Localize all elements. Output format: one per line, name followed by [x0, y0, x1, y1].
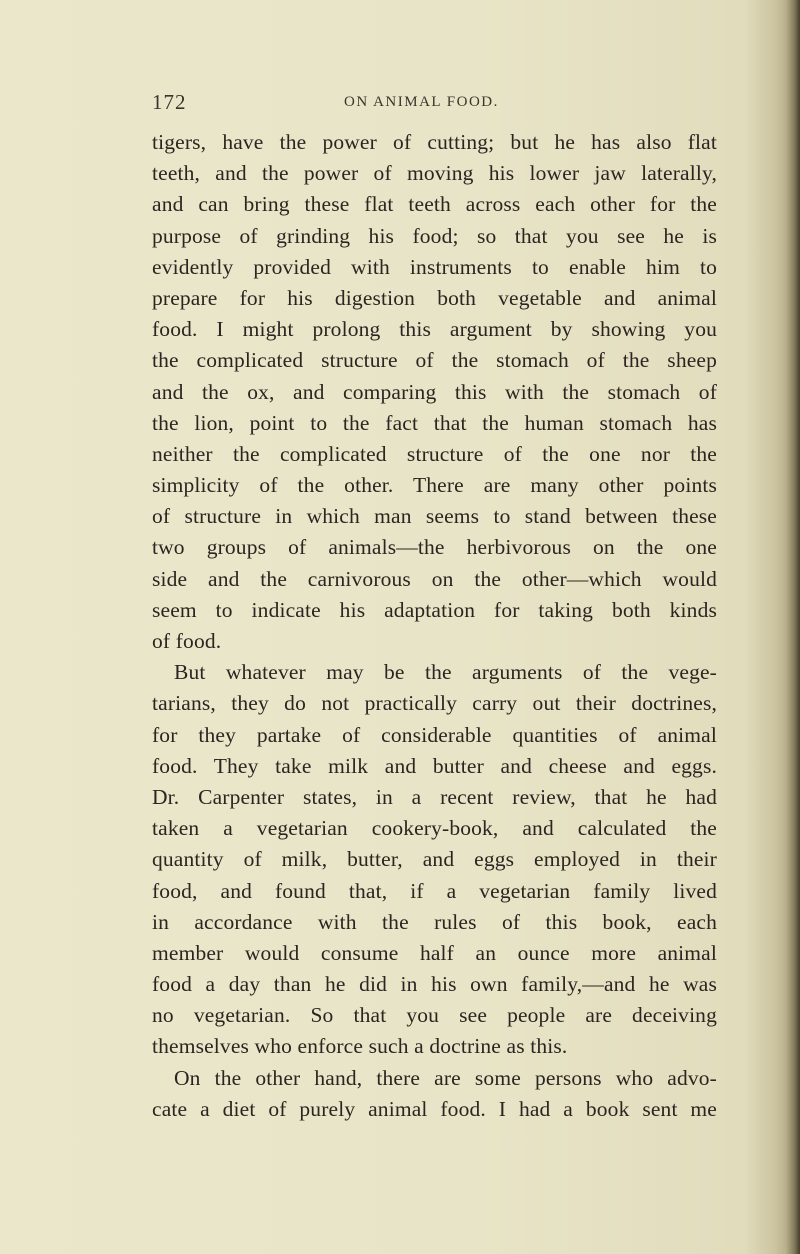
text-line: food. I might prolong this argument by showing you — [152, 317, 717, 342]
paragraph-start-line: On the other hand, there are some persons who advo- — [174, 1065, 717, 1090]
text-line: of structure in which man seems to stand between these — [152, 504, 717, 529]
text-line: seem to indicate his adaptation for taking both kinds — [152, 597, 717, 622]
text-line: and the ox, and comparing this with the stomach of — [152, 379, 717, 404]
text-line: no vegetarian. So that you see people are deceiving — [152, 1003, 717, 1028]
text-line: taken a vegetarian cookery-book, and calculated the — [152, 816, 717, 841]
text-line: two groups of animals—the herbivorous on the one — [152, 535, 717, 560]
text-line: prepare for his digestion both vegetable and animal — [152, 285, 717, 310]
text-line: and can bring these flat teeth across each other for the — [152, 192, 717, 217]
text-line: evidently provided with instruments to enable him to — [152, 254, 717, 279]
text-line: quantity of milk, butter, and eggs employed in their — [152, 847, 717, 872]
text-line: side and the carnivorous on the other—which would — [152, 566, 717, 591]
page-edge-shadow — [786, 0, 800, 1254]
text-line: food. They take milk and butter and cheese and eggs. — [152, 753, 717, 778]
text-line: tarians, they do not practically carry out their doctrines, — [152, 691, 717, 716]
text-line: the lion, point to the fact that the human stomach has — [152, 410, 717, 435]
body-text — [152, 127, 717, 1125]
paragraph-end-line: themselves who enforce such a doctrine as this. — [152, 1034, 568, 1059]
text-line: cate a diet of purely animal food. I had a book sent me — [152, 1096, 717, 1121]
running-head: ON ANIMAL FOOD. — [344, 94, 499, 110]
text-line: the complicated structure of the stomach of the sheep — [152, 348, 717, 373]
text-line: for they partake of considerable quantities of animal — [152, 722, 717, 747]
page-number: 172 — [152, 90, 187, 114]
text-line: member would consume half an ounce more animal — [152, 940, 717, 965]
text-line: simplicity of the other. There are many other points — [152, 473, 717, 498]
text-line: food, and found that, if a vegetarian family lived — [152, 878, 717, 903]
paragraph-end-line: of food. — [152, 629, 222, 653]
text-line: teeth, and the power of moving his lower jaw laterally, — [152, 161, 717, 186]
text-line: tigers, have the power of cutting; but he has also flat — [152, 130, 717, 154]
text-line: neither the complicated structure of the one nor the — [152, 441, 717, 466]
text-line: Dr. Carpenter states, in a recent review, that he had — [152, 784, 717, 809]
text-line: purpose of grinding his food; so that you see he is — [152, 223, 717, 248]
paragraph-start-line: But whatever may be the arguments of the vege- — [174, 660, 717, 685]
text-line: in accordance with the rules of this book, each — [152, 909, 717, 934]
text-line: food a day than he did in his own family,—and he was — [152, 972, 717, 997]
page-header — [152, 90, 712, 116]
